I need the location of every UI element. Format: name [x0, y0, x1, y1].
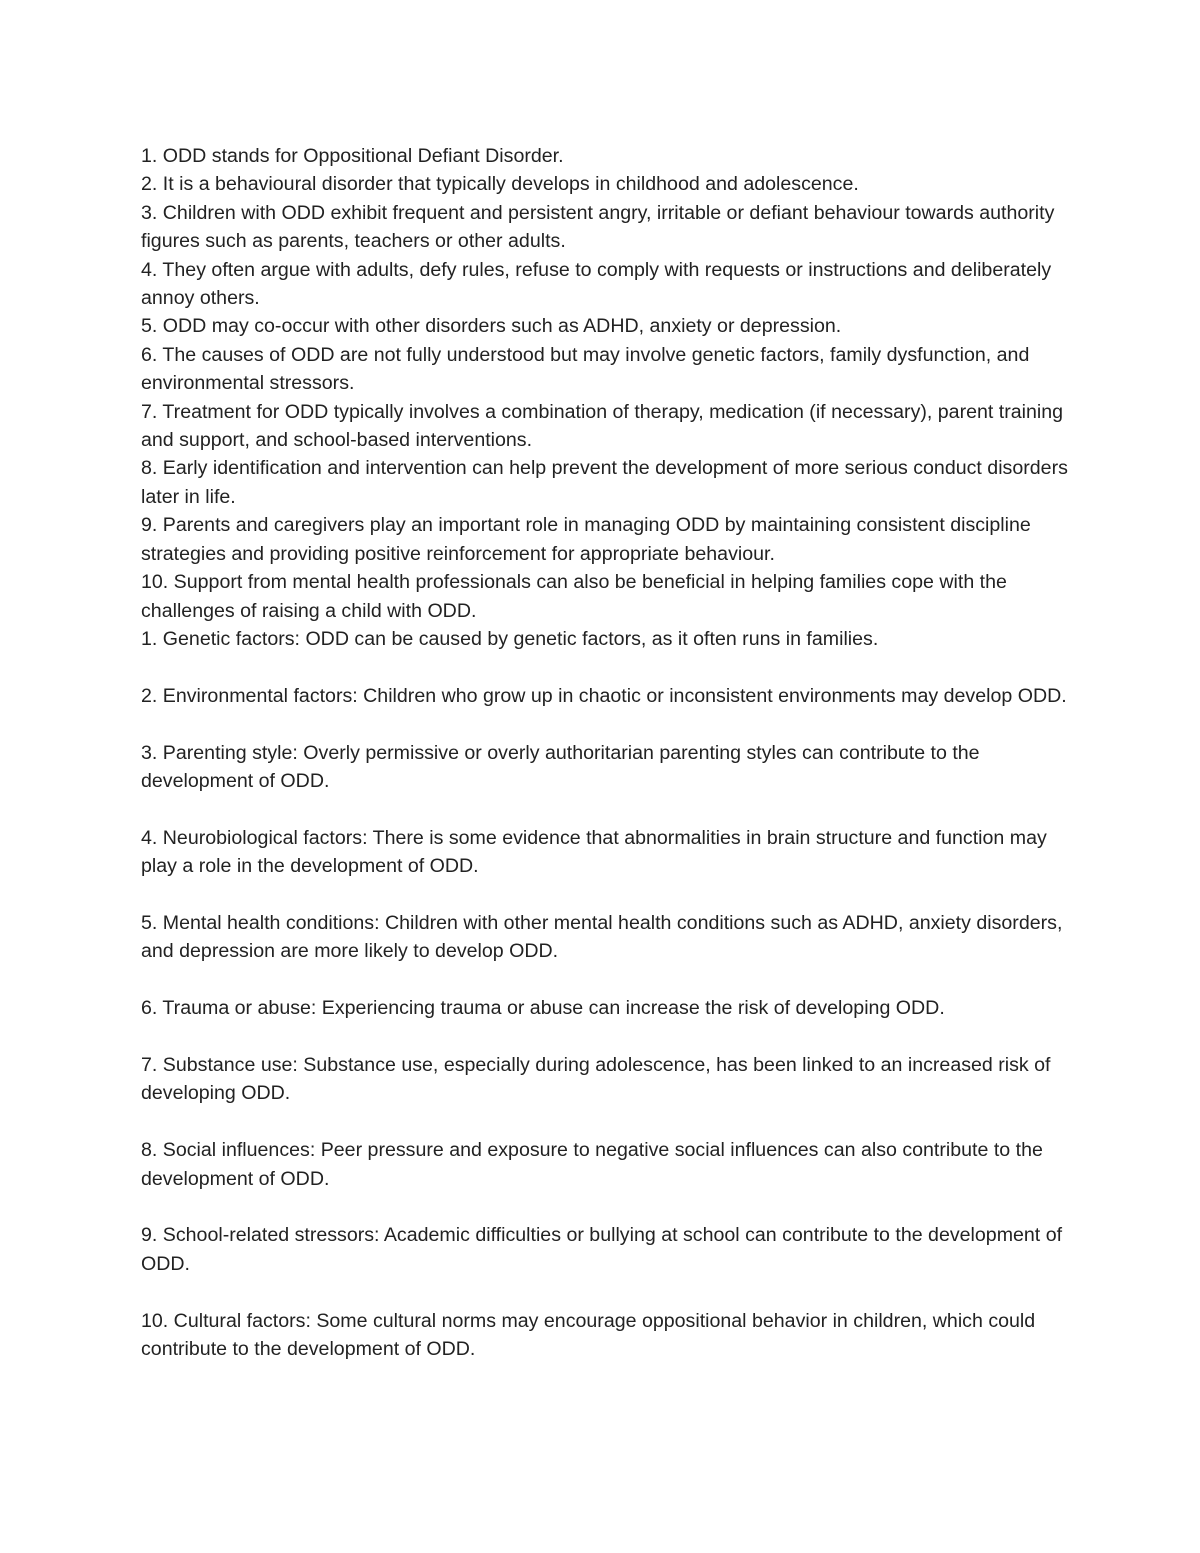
paragraph-spacer: [141, 1023, 1076, 1051]
document-body: [141, 142, 1076, 1363]
cause-item-8: 8. Social influences: Peer pressure and exposure to negative social influences can also contribute to the development of ODD.: [141, 1139, 1043, 1190]
paragraph-spacer: [141, 795, 1076, 823]
paragraph-spacer: [141, 653, 1076, 681]
cause-item-3: 3. Parenting style: Overly permissive or overly authoritarian parenting styles can contribute to the development of ODD.: [141, 741, 980, 792]
summary-item-1: 1. ODD stands for Oppositional Defiant Disorder.: [141, 145, 564, 167]
paragraph-spacer: [141, 881, 1076, 909]
paragraph-spacer: [141, 1278, 1076, 1306]
summary-item-3: 3. Children with ODD exhibit frequent and persistent angry, irritable or defiant behaviour towards authority figures such as parents, teachers or other adults.: [141, 201, 1055, 253]
cause-item-5: 5. Mental health conditions: Children with other mental health conditions such as ADHD, anxiety disorders, and depression are more likely to develop ODD.: [141, 911, 1063, 963]
summary-item-4: 4. They often argue with adults, defy rules, refuse to comply with requests or instructions and deliberately annoy others.: [141, 258, 1052, 310]
cause-item-1: 1. Genetic factors: ODD can be caused by genetic factors, as it often runs in families.: [141, 627, 879, 650]
cause-item-4: 4. Neurobiological factors: There is some evidence that abnormalities in brain structure and function may play a role in the development of ODD.: [141, 826, 1047, 878]
summary-item-9: 9. Parents and caregivers play an important role in managing ODD by maintaining consistent discipline strategies and providing positive reinforcement for appropriate behaviour.: [141, 514, 1031, 565]
cause-item-9: 9. School-related stressors: Academic difficulties or bullying at school can contribute to the development of ODD.: [141, 1224, 1063, 1275]
summary-item-5: 5. ODD may co-occur with other disorders such as ADHD, anxiety or depression.: [141, 315, 842, 338]
cause-item-2: 2. Environmental factors: Children who grow up in chaotic or inconsistent environments may develop ODD.: [141, 684, 1067, 707]
summary-item-7: 7. Treatment for ODD typically involves a combination of therapy, medication (if necessary), parent training and support, and school-based interventions.: [141, 400, 1064, 452]
summary-item-10: 10. Support from mental health professionals can also be beneficial in helping families cope with the challenges of raising a child with ODD.: [141, 571, 1007, 622]
paragraph-spacer: [141, 1108, 1076, 1136]
summary-item-2: 2. It is a behavioural disorder that typically develops in childhood and adolescence.: [141, 173, 859, 196]
cause-item-6: 6. Trauma or abuse: Experiencing trauma or abuse can increase the risk of developing ODD.: [141, 997, 945, 1020]
paragraph-spacer: [141, 966, 1076, 994]
summary-item-8: 8. Early identification and intervention can help prevent the development of more serious conduct disorders later in life.: [141, 457, 1068, 508]
paragraph-spacer: [141, 710, 1076, 738]
cause-item-7: 7. Substance use: Substance use, especially during adolescence, has been linked to an increased risk of developing ODD.: [141, 1053, 1051, 1105]
paragraph-spacer: [141, 1193, 1076, 1221]
cause-item-10: 10. Cultural factors: Some cultural norms may encourage oppositional behavior in children, which could contribute to the development of ODD.: [141, 1309, 1036, 1360]
summary-item-6: 6. The causes of ODD are not fully understood but may involve genetic factors, family dysfunction, and environmental stressors.: [141, 343, 1030, 395]
